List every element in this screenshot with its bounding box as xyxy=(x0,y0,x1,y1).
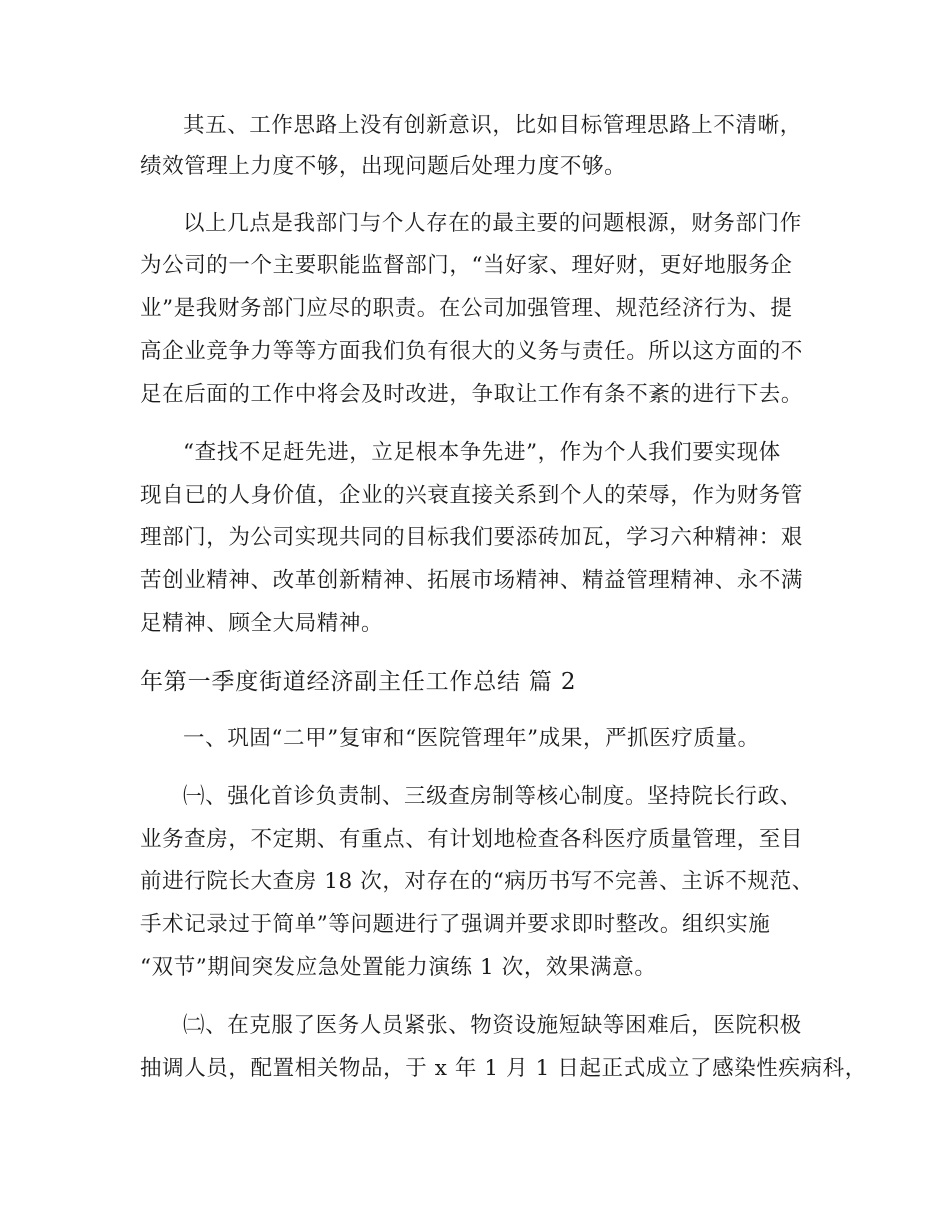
paragraph-6-line-2: 抽调人员，配置相关物品，于 x 年 1 月 1 日起正式成立了感染性疾病科， xyxy=(140,1056,867,1081)
paragraph-5-line-4: 手术记录过于简单”等问题进行了强调并要求即时整改。组织实施 xyxy=(140,912,771,937)
paragraph-3-line-2: 现自已的人身价值，企业的兴衰直接关系到个人的荣辱，作为财务管 xyxy=(140,483,804,508)
paragraph-4-line-1: 一、巩固“二甲”复审和“医院管理年”成果，严抓医疗质量。 xyxy=(183,726,760,751)
paragraph-5-line-3: 前进行院长大查房 18 次，对存在的“病历书写不完善、主诉不规范、 xyxy=(140,869,814,894)
paragraph-2-line-2: 为公司的一个主要职能监督部门，“当好家、理好财，更好地服务企 xyxy=(140,253,793,278)
paragraph-2-line-4: 高企业竞争力等等方面我们负有很大的义务与责任。所以这方面的不 xyxy=(140,339,804,364)
paragraph-3-line-1: “查找不足赶先进，立足根本争先进”，作为个人我们要实现体 xyxy=(183,440,781,465)
paragraph-5-line-1: ㈠、强化首诊负责制、三级查房制等核心制度。坚持院长行政、 xyxy=(183,784,802,809)
paragraph-1-line-1: 其五、工作思路上没有创新意识，比如目标管理思路上不清晰， xyxy=(183,113,802,138)
paragraph-2-line-3: 业”是我财务部门应尽的职责。在公司加强管理、规范经济行为、提 xyxy=(140,296,793,321)
paragraph-3-line-5: 足精神、顾全大局精神。 xyxy=(140,611,384,636)
paragraph-2-line-1: 以上几点是我部门与个人存在的最主要的问题根源，财务部门作 xyxy=(183,211,802,236)
paragraph-5-line-5: “双节”期间突发应急处置能力演练 1 次，效果满意。 xyxy=(140,955,657,980)
paragraph-3-line-4: 苦创业精神、改革创新精神、拓展市场精神、精益管理精神、永不满 xyxy=(140,568,804,593)
paragraph-3-line-3: 理部门，为公司实现共同的目标我们要添砖加瓦，学习六种精神：艰 xyxy=(140,525,804,550)
paragraph-2-line-5: 足在后面的工作中将会及时改进，争取让工作有条不紊的进行下去。 xyxy=(140,382,804,407)
paragraph-1-line-2: 绩效管理上力度不够，出现问题后处理力度不够。 xyxy=(140,154,627,179)
section-heading: 年第一季度街道经济副主任工作总结 篇 2 xyxy=(140,669,577,695)
paragraph-5-line-2: 业务查房，不定期、有重点、有计划地检查各科医疗质量管理，至目 xyxy=(140,827,804,852)
paragraph-6-line-1: ㈡、在克服了医务人员紧张、物资设施短缺等困难后，医院积极 xyxy=(183,1013,802,1038)
